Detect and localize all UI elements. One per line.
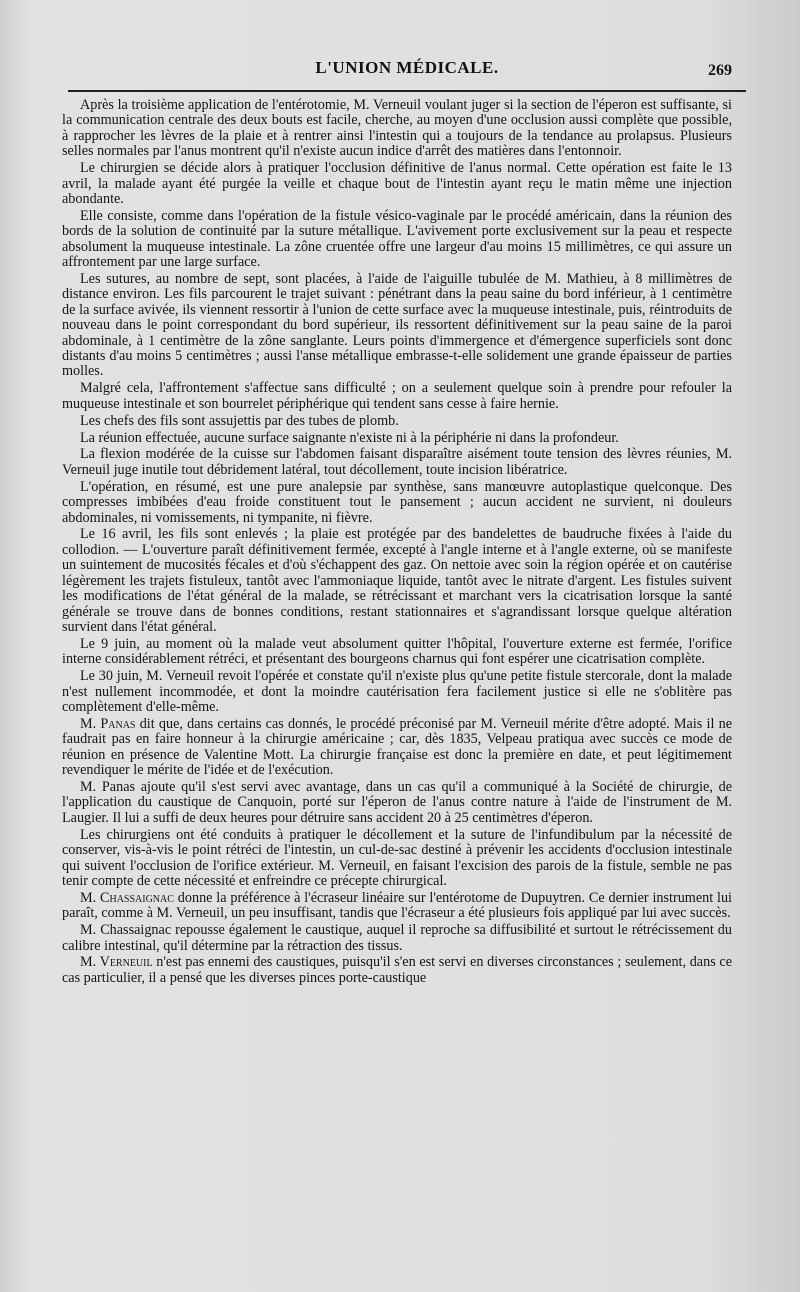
paragraph: La réunion effectuée, aucune surface saignante n'existe ni à la périphérie ni dans la profondeur. [80, 429, 619, 446]
paragraph: Le chirurgien se décide alors à pratiquer l'occlusion définitive de l'anus normal. Cette opération est faite le 13 avril, la malade ayant été purgée la veille et chaque bout de l'intestin ayant reçu le matin même une injection abondante. [62, 160, 732, 207]
paragraph: Les chefs des fils sont assujettis par des tubes de plomb. [80, 412, 399, 429]
journal-title: L'UNION MÉDICALE. [315, 58, 499, 77]
paragraph: L'opération, en résumé, est une pure analepsie par synthèse, sans manœuvre autoplastique quelconque. Des compresses imbibées d'eau froide constituent tout le pansement ; aucun accident ne survient, ni douleurs abdominales, ni vomissements, ni tympanite, ni fièvre. [62, 478, 732, 526]
paragraph: M. Panas dit que, dans certains cas donnés, le procédé préconisé par M. Verneuil mérite d'être adopté. Mais il ne faudrait pas en faire honneur à la chirurgie américaine ; car, dès 1835, Velpeau pratiqua avec succès ce mode de réunion en présence de Valentine Mott. La chirurgie française est donc la première en date, et peut légitimement revendiquer le mérite de l'idée et de l'exécution. [62, 715, 732, 779]
running-head [62, 40, 752, 90]
paragraph: Le 30 juin, M. Verneuil revoit l'opérée et constate qu'il n'existe plus qu'une petite fistule stercorale, dont la malade n'est nullement incommodée, et dont la moindre cautérisation fera facilement justice si elle ne s'oblitère pas complètement d'elle-même. [62, 668, 732, 715]
article-body [62, 98, 732, 988]
header-rule [68, 90, 746, 92]
paragraph: M. Panas ajoute qu'il s'est servi avec avantage, dans un cas qu'il a communiqué à la Société de chirurgie, de l'application du caustique de Canquoin, porté sur l'éperon de l'anus contre nature à l'aide de l'instrument de M. Laugier. Il lui a suffi de deux heures pour détruire sans accident 20 à 25 centimètres d'éperon. [62, 778, 732, 826]
paragraph: Le 16 avril, les fils sont enlevés ; la plaie est protégée par des bandelettes de baudruche fixées à l'aide du collodion. — L'ouverture paraît définitivement fermée, excepté à l'angle interne et à l'angle externe, où se manifeste un suintement de mucosités fécales et d'où s'échappent des gaz. On nettoie avec soin la région opérée et on cautérise légèrement les trajets fistuleux, tantôt avec l'ammoniaque liquide, tantôt avec le nitrate d'argent. Les fistules suivent les modifications de l'état général de la malade, se rétrécissant et marchant vers la cicatrisation lorsque la santé générale se trouve dans de bonnes conditions, restant stationnaires et s'agrandissant lorsque quelque altération survient dans l'état général. [62, 526, 732, 635]
paragraph: Les sutures, au nombre de sept, sont placées, à l'aide de l'aiguille tubulée de M. Mathieu, à 8 millimètres de distance environ. Les fils parcourent le trajet suivant : pénétrant dans la peau saine du bord inférieur, à 1 centimètre de la surface avivée, ils viennent ressortir à l'union de cette surface avec la muqueuse intestinale, puis, réintroduits de nouveau dans le point correspondant du bord supérieur, ils ressortent définitivement sur la peau saine de la paroi abdominale, à 1 centimètre de la zône sanglante. Leurs points d'immergence et d'émergence superficiels sont donc distants d'au moins 5 centimètres ; aussi l'anse métallique embrasse-t-elle solidement une grande épaisseur de parties molles. [62, 270, 732, 380]
paragraph: Malgré cela, l'affrontement s'affectue sans difficulté ; on a seulement quelque soin à prendre pour refouler la muqueuse intestinale et son bourrelet périphérique qui tendent sans cesse à faire hernie. [62, 380, 732, 412]
paragraph: M. Chassaignac donne la préférence à l'écraseur linéaire sur l'entérotome de Dupuytren. Ce dernier instrument lui paraît, comme à M. Verneuil, un peu insuffisant, tandis que l'écraseur a été plusieurs fois appliqué par lui avec succès. [62, 889, 732, 922]
speaker-name: M. Chassaignac [80, 889, 174, 906]
paragraph: La flexion modérée de la cuisse sur l'abdomen faisant disparaître aisément toute tension des lèvres réunies, M. Verneuil juge inutile tout débridement latéral, tout décollement, toute incision libératrice. [62, 446, 732, 478]
paragraph: M. Chassaignac repousse également le caustique, auquel il reproche sa diffusibilité et surtout le rétrécissement du calibre intestinal, qu'il détermine par la rétraction des tissus. [62, 922, 732, 954]
paragraph: Le 9 juin, au moment où la malade veut absolument quitter l'hôpital, l'ouverture externe est fermée, l'orifice interne considérablement rétréci, et présentant des bourgeons charnus qui font espérer une cicatrisation complète. [62, 635, 732, 668]
paragraph: M. Verneuil n'est pas ennemi des caustiques, puisqu'il s'en est servi en diverses circonstances ; seulement, dans ce cas particulier, il a pensé que les diverses pinces porte-caustique [62, 954, 732, 986]
speaker-name: M. Verneuil [80, 954, 153, 971]
speaker-name: M. Panas [80, 715, 136, 732]
journal-page [62, 40, 752, 1280]
page-number: 269 [708, 62, 732, 79]
paragraph: Après la troisième application de l'entérotomie, M. Verneuil voulant juger si la section de l'éperon est suffisante, si la communication centrale des deux bouts est facile, cherche, au moyen d'une occlusion aussi complète que possible, à rapprocher les lèvres de la plaie et à rentrer ainsi l'intestin qui a toujours de la tendance au prolapsus. Plusieurs selles normales par l'anus montrent qu'il n'existe aucun indice d'arrêt des matières dans l'entonnoir. [62, 97, 732, 160]
paragraph: Les chirurgiens ont été conduits à pratiquer le décollement et la suture de l'infundibulum par la nécessité de conserver, vis-à-vis le point rétréci de l'intestin, un cul-de-sac destiné à prévenir les accidents d'occlusion intestinale qui suivent l'occlusion de l'orifice extérieur. M. Verneuil, en faisant l'excision des parois de la fistule, semble ne pas tenir compte de cette nécessité et enfreindre ce précepte chirurgical. [62, 826, 732, 889]
paragraph: Elle consiste, comme dans l'opération de la fistule vésico-vaginale par le procédé américain, dans la réunion des bords de la solution de continuité par la suture métallique. L'avivement porte exclusivement sur la peau et respecte absolument la muqueuse intestinale. La zône cruentée offre une largeur d'au moins 15 millimètres, ce qui assure un affrontement par une large surface. [62, 207, 732, 271]
